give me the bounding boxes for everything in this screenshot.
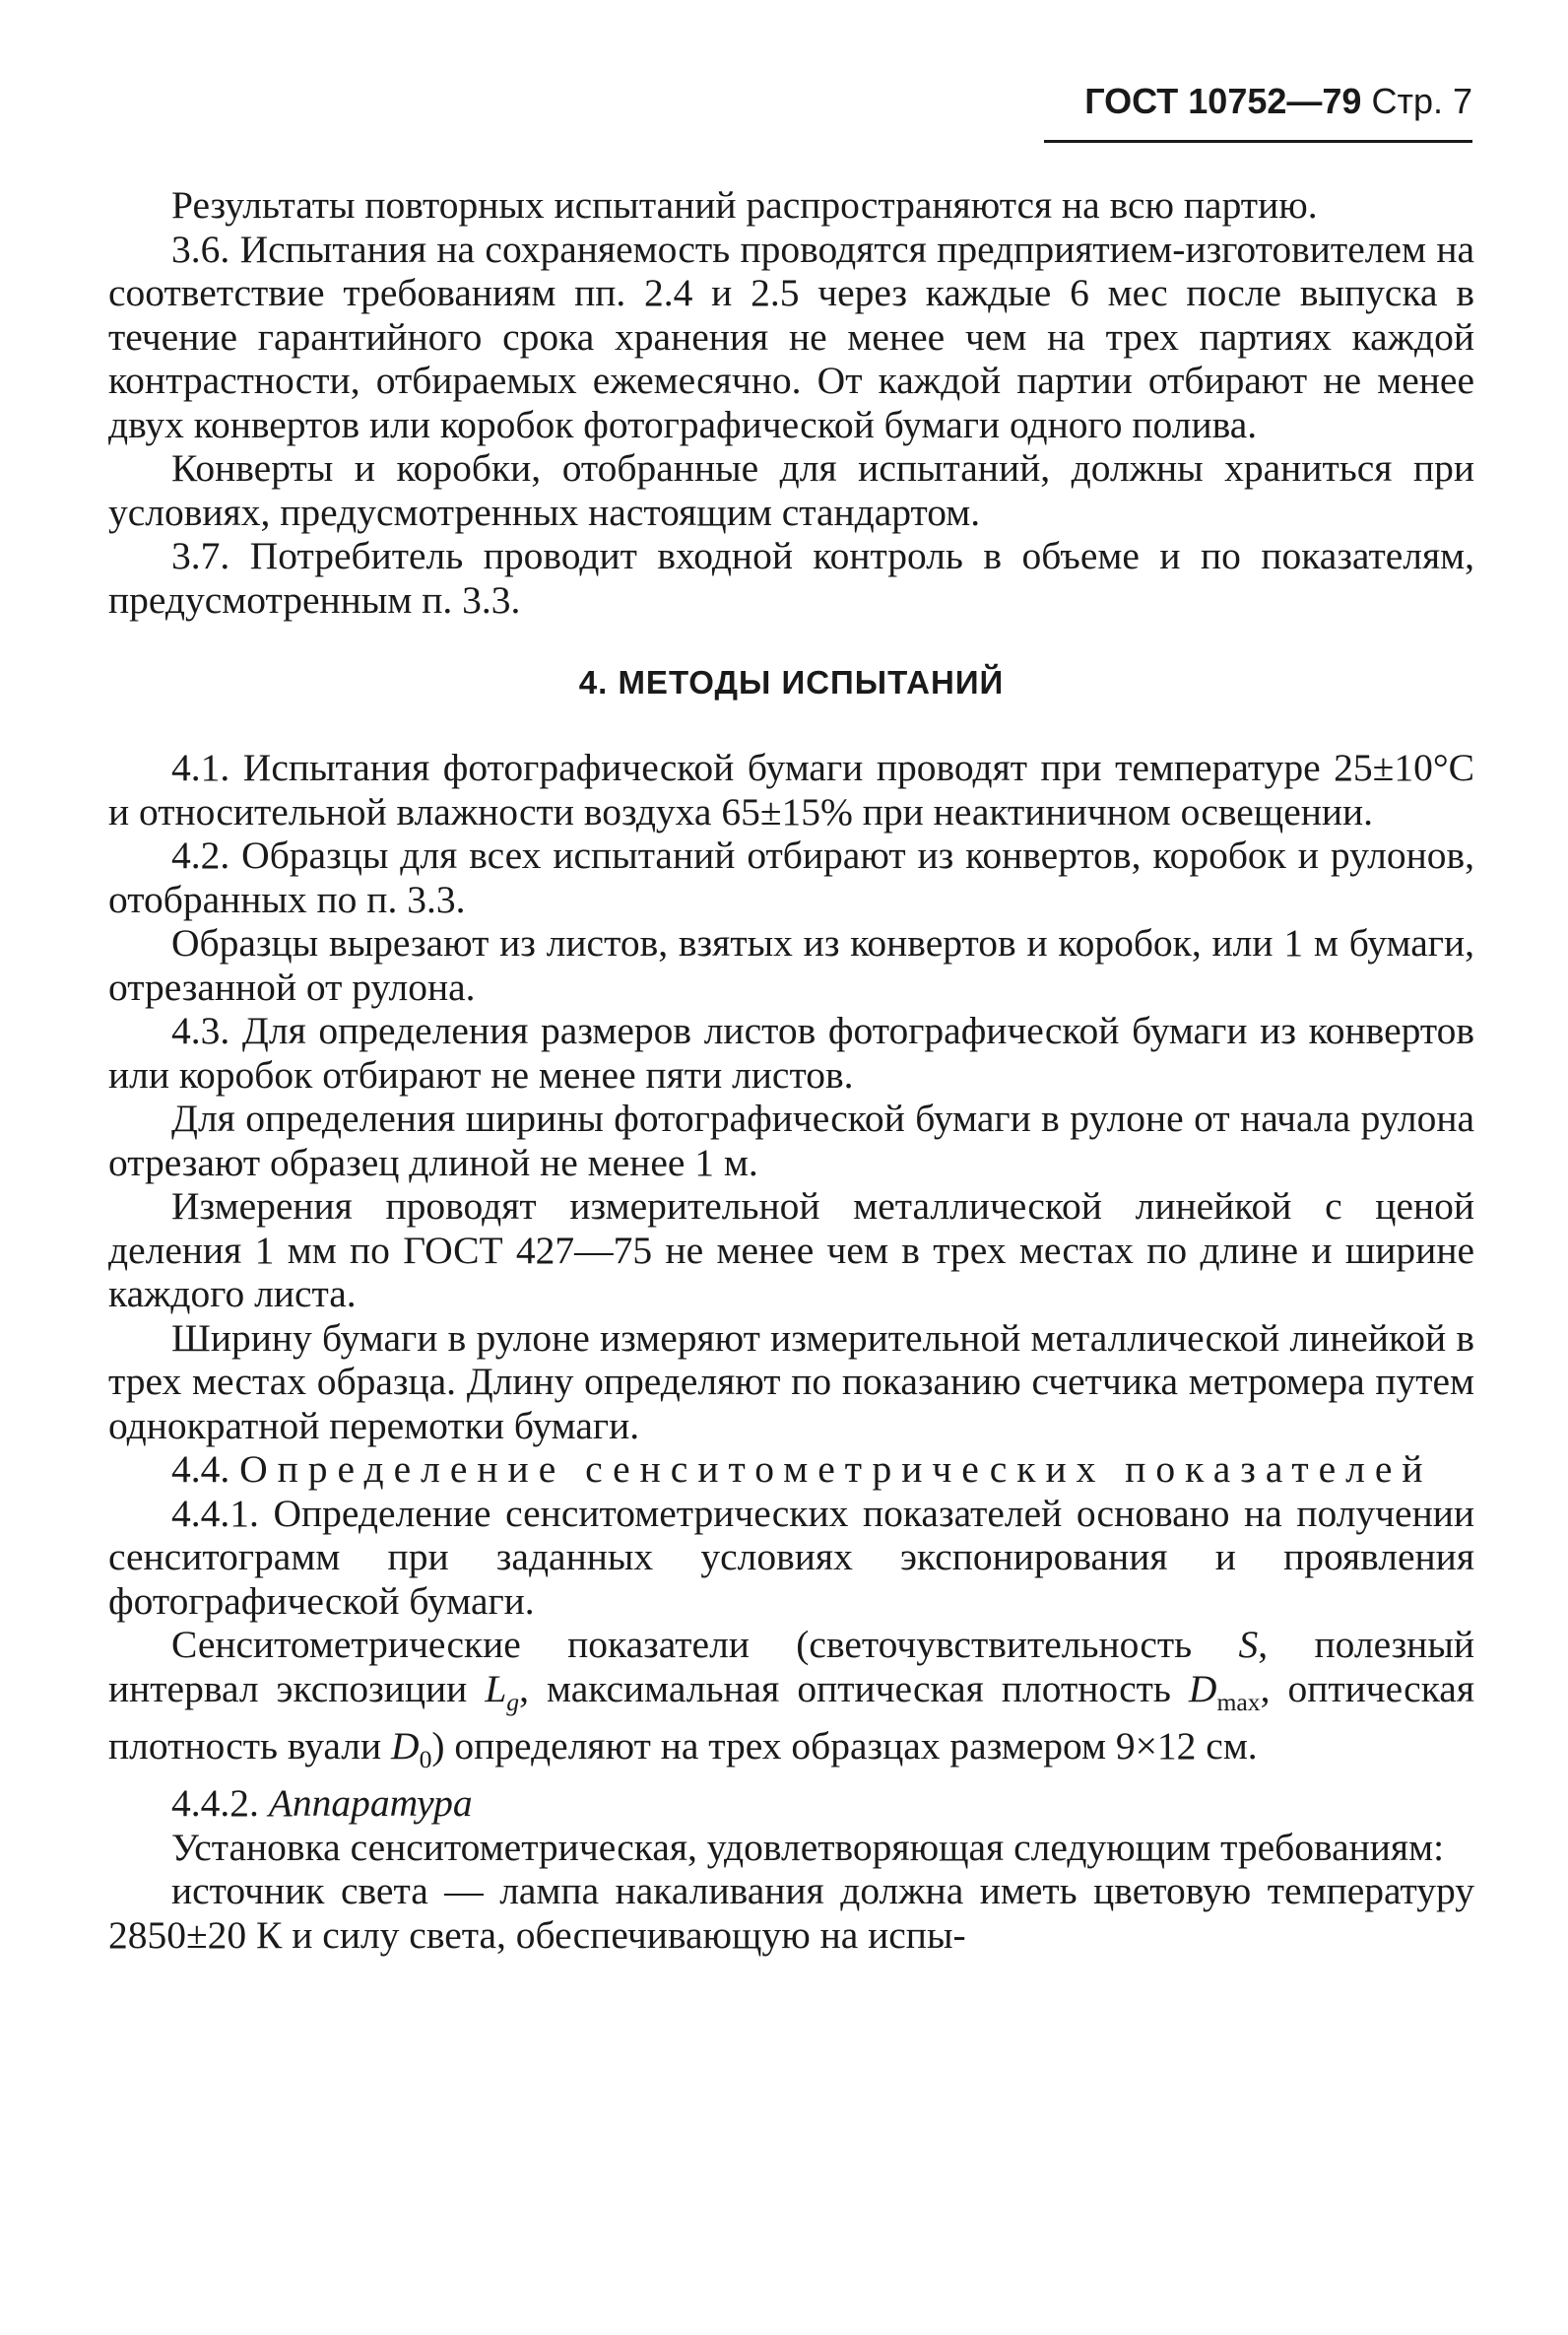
symbol-d: D	[1188, 1666, 1217, 1710]
text-run: , максимальная оптическая плотность	[519, 1666, 1189, 1710]
text-run: Сенситометрические показатели (светочувствительность	[171, 1623, 1239, 1666]
subscript-0: 0	[419, 1744, 432, 1773]
symbol-d0: D	[391, 1723, 420, 1768]
standard-number: ГОСТ 10752—79	[1084, 81, 1362, 121]
paragraph-samples: Образцы вырезают из листов, взятых из конвертов и коробок, или 1 м бумаги, отрезанной от рулона.	[108, 921, 1474, 1009]
paragraph-roll-width: Ширину бумаги в рулоне измеряют измерительной металлической линейкой в трех местах образца. Длину определяют по показанию счетчика метромера путем однократной перемотки бумаги.	[108, 1315, 1474, 1447]
symbol-l: L	[485, 1666, 507, 1710]
paragraph-4-4	[108, 1447, 1474, 1492]
document-body	[108, 183, 1474, 1957]
paragraph-4-4-1: 4.4.1. Определение сенситометрических показателей основано на получении сенситограмм при заданных условиях экспонирования и проявления фотографической бумаги.	[108, 1491, 1474, 1623]
clause-number: 4.4.	[171, 1447, 230, 1491]
paragraph-envelopes: Конверты и коробки, отобранные для испытаний, должны храниться при условиях, предусмотренных настоящим стандартом.	[108, 446, 1474, 534]
paragraph-4-1: 4.1. Испытания фотографической бумаги проводят при температуре 25±10°С и относительной влажности воздуха 65±15% при неактиничном освещении.	[108, 746, 1474, 834]
paragraph-4-2: 4.2. Образцы для всех испытаний отбирают из конвертов, коробок и рулонов, отобранных по п. 3.3.	[108, 834, 1474, 921]
clause-heading: Определение сенситометрических показателей	[239, 1447, 1433, 1491]
clause-heading: Аппаратура	[268, 1781, 473, 1826]
paragraph-4-3: 4.3. Для определения размеров листов фотографической бумаги из конвертов или коробок отбирают не менее пяти листов.	[108, 1009, 1474, 1097]
page-number: Стр. 7	[1371, 81, 1472, 121]
section-title: 4. МЕТОДЫ ИСПЫТАНИЙ	[578, 664, 1005, 700]
paragraph-results: Результаты повторных испытаний распространяются на всю партию.	[171, 183, 1318, 227]
symbol-s: S	[1238, 1623, 1259, 1666]
page-header	[1044, 81, 1472, 143]
paragraph-width: Для определения ширины фотографической бумаги в рулоне от начала рулона отрезают образец длиной не менее 1 м.	[108, 1097, 1474, 1184]
paragraph-3-6: 3.6. Испытания на сохраняемость проводятся предприятием-изготовителем на соответствие требованиям пп. 2.4 и 2.5 через каждые 6 мес после выпуска в течение гарантийного срока хранения не менее чем на трех партиях каждой контрастности, отбираемых ежемесячно. От каждой партии отбирают не менее двух конвертов или коробок фотографической бумаги одного полива.	[108, 227, 1474, 446]
paragraph-source: источник света — лампа накаливания должна иметь цветовую температуру 2850±20 К и силу света, обеспечивающую на испы-	[108, 1869, 1474, 1957]
clause-number: 4.4.2.	[171, 1781, 259, 1826]
subscript-g: g	[506, 1687, 520, 1716]
paragraph-install: Установка сенситометрическая, удовлетворяющая следующим требованиям:	[171, 1825, 1445, 1869]
subscript-max: max	[1216, 1687, 1261, 1716]
paragraph-measure: Измерения проводят измерительной металлической линейкой с ценой деления 1 мм по ГОСТ 427—75 не менее чем в трех местах по длине и ширине каждого листа.	[108, 1184, 1474, 1315]
text-run: , оптическая плотность вуали	[108, 1666, 1475, 1768]
text-run: ) определяют на трех образцах размером 9×12 см.	[431, 1723, 1258, 1768]
text-run: , полезный интервал экспозиции	[108, 1623, 1474, 1710]
paragraph-3-7: 3.7. Потребитель проводит входной контроль в объеме и по показателям, предусмотренным п. 3.3.	[108, 534, 1474, 622]
paragraph-4-4-2	[108, 1781, 1474, 1826]
paragraph-sensitometric	[108, 1623, 1474, 1781]
